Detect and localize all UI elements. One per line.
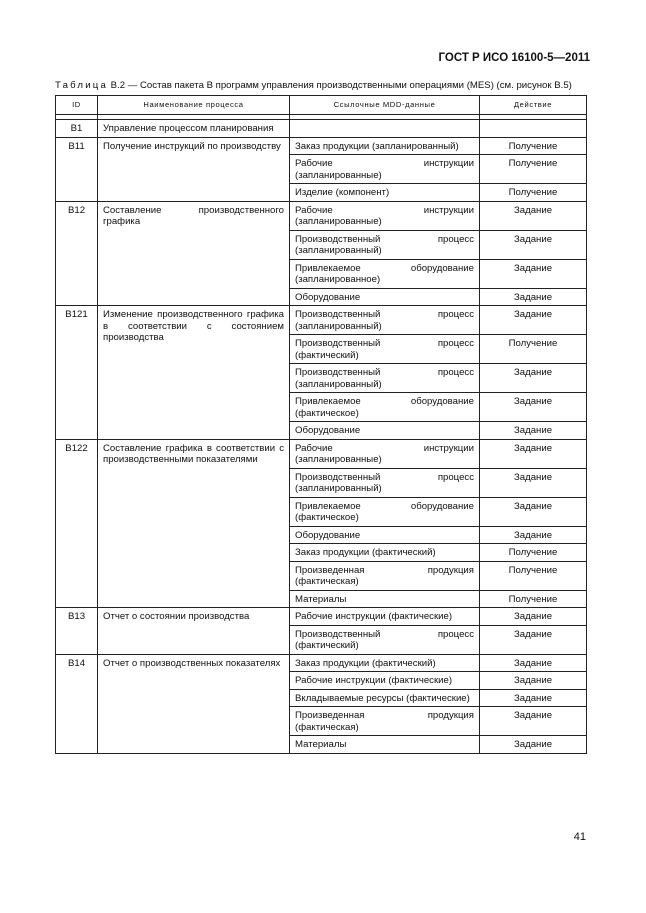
action-cell: Задание: [480, 526, 587, 544]
action-cell: Задание: [480, 259, 587, 288]
process-name-cell: Управление процессом планирования: [98, 120, 290, 138]
mdd-data-cell: Материалы: [290, 736, 480, 754]
mdd-data-cell: Производственный процесс (запланированный): [290, 230, 480, 259]
mdd-data-cell: Оборудование: [290, 422, 480, 440]
mdd-data-cell: Привлекаемое оборудование (фактическое): [290, 497, 480, 526]
table-row: [56, 654, 587, 672]
action-cell: Получение: [480, 137, 587, 155]
mdd-data-cell: Производственный процесс (фактический): [290, 625, 480, 654]
process-id-cell: B11: [56, 137, 98, 201]
action-cell: Задание: [480, 689, 587, 707]
action-cell: Получение: [480, 544, 587, 562]
mdd-data-cell: Заказ продукции (фактический): [290, 654, 480, 672]
caption-text: В.2 — Состав пакета В программ управления производственными операциями (MES) (см. рисунок В.5): [108, 80, 572, 91]
action-cell: Задание: [480, 422, 587, 440]
action-cell: Задание: [480, 672, 587, 690]
mdd-data-cell: Вкладываемые ресурсы (фактические): [290, 689, 480, 707]
action-cell: Задание: [480, 393, 587, 422]
action-cell: Задание: [480, 654, 587, 672]
table-body: [56, 115, 587, 754]
action-cell: Задание: [480, 306, 587, 335]
action-cell: Задание: [480, 201, 587, 230]
mdd-data-cell: Изделие (компонент): [290, 184, 480, 202]
action-cell: Задание: [480, 608, 587, 626]
action-cell: Задание: [480, 625, 587, 654]
process-name-cell: Изменение производственного графика в соответствии с состоянием производства: [98, 306, 290, 440]
action-cell: Получение: [480, 561, 587, 590]
process-name-cell: Получение инструкций по производству: [98, 137, 290, 201]
action-cell: Получение: [480, 155, 587, 184]
mdd-data-cell: Заказ продукции (запланированный): [290, 137, 480, 155]
action-cell: Задание: [480, 468, 587, 497]
page-number: 41: [573, 831, 586, 843]
table-row: [56, 137, 587, 155]
process-id-cell: B14: [56, 654, 98, 753]
mdd-data-cell: [290, 120, 480, 138]
mdd-data-cell: Производственный процесс (запланированный): [290, 364, 480, 393]
mdd-data-cell: Оборудование: [290, 288, 480, 306]
process-name-cell: Составление графика в соответствии с производственными показателями: [98, 439, 290, 608]
action-cell: Задание: [480, 230, 587, 259]
action-cell: Задание: [480, 707, 587, 736]
table-row: [56, 120, 587, 138]
mdd-data-cell: Производственный процесс (запланированный): [290, 468, 480, 497]
mdd-data-cell: Производственный процесс (фактический): [290, 335, 480, 364]
action-cell: Получение: [480, 335, 587, 364]
process-name-cell: Составление производственного графика: [98, 201, 290, 306]
col-header-id: ID: [56, 96, 98, 115]
mdd-data-cell: Произведенная продукция (фактическая): [290, 561, 480, 590]
table-caption: [55, 80, 595, 91]
table-row: [56, 608, 587, 626]
col-header-action: Действие: [480, 96, 587, 115]
action-cell: Получение: [480, 590, 587, 608]
action-cell: Задание: [480, 736, 587, 754]
mdd-data-cell: Рабочие инструкции (фактические): [290, 672, 480, 690]
mdd-data-cell: Рабочие инструкции (запланированные): [290, 201, 480, 230]
mdd-data-cell: Рабочие инструкции (запланированные): [290, 439, 480, 468]
mdd-data-cell: Оборудование: [290, 526, 480, 544]
action-cell: Задание: [480, 288, 587, 306]
process-name-cell: Отчет о производственных показателях: [98, 654, 290, 753]
mdd-data-cell: Произведенная продукция (фактическая): [290, 707, 480, 736]
mdd-data-cell: Производственный процесс (запланированный): [290, 306, 480, 335]
mdd-data-cell: Материалы: [290, 590, 480, 608]
action-cell: Задание: [480, 439, 587, 468]
table-row: [56, 201, 587, 230]
table-row: [56, 306, 587, 335]
mdd-data-cell: Привлекаемое оборудование (фактическое): [290, 393, 480, 422]
process-id-cell: B12: [56, 201, 98, 306]
col-header-process-name: Наименование процесса: [98, 96, 290, 115]
mdd-data-cell: Заказ продукции (фактический): [290, 544, 480, 562]
table-header-row: [56, 96, 587, 115]
process-id-cell: B1: [56, 120, 98, 138]
action-cell: [480, 120, 587, 138]
mdd-data-cell: Рабочие инструкции (фактические): [290, 608, 480, 626]
action-cell: Получение: [480, 184, 587, 202]
process-id-cell: B121: [56, 306, 98, 440]
mdd-data-cell: Рабочие инструкции (запланированные): [290, 155, 480, 184]
action-cell: Задание: [480, 497, 587, 526]
process-id-cell: B13: [56, 608, 98, 655]
mdd-data-cell: Привлекаемое оборудование (запланированное): [290, 259, 480, 288]
process-id-cell: B122: [56, 439, 98, 608]
process-name-cell: Отчет о состоянии производства: [98, 608, 290, 655]
standard-designation: ГОСТ Р ИСО 16100-5—2011: [438, 52, 590, 64]
caption-prefix: Таблица: [55, 80, 109, 91]
col-header-mdd: Ссылочные MDD-данные: [290, 96, 480, 115]
mes-package-table: [55, 95, 587, 754]
table-row: [56, 439, 587, 468]
action-cell: Задание: [480, 364, 587, 393]
